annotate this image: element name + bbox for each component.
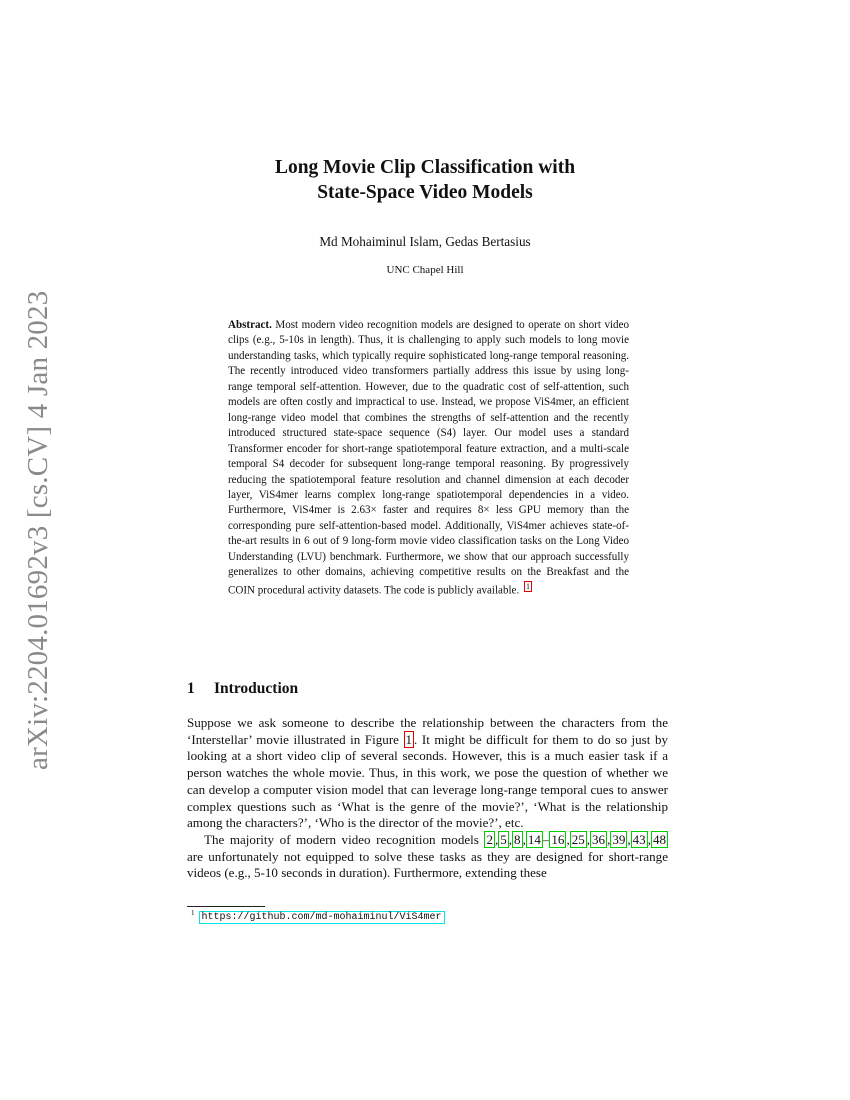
arxiv-identifier-stamp[interactable]: arXiv:2204.01692v3 [cs.CV] 4 Jan 2023 bbox=[22, 290, 54, 770]
citation-link[interactable]: 8 bbox=[514, 831, 521, 847]
section-title: Introduction bbox=[214, 680, 299, 697]
citation-link[interactable]: 14 bbox=[527, 831, 541, 847]
section-heading bbox=[187, 680, 298, 698]
citation-list: 2 , 5 , 8 , 14 – 16 , 25 , 36 , 39 , 43 , 48 bbox=[486, 831, 667, 847]
body-text bbox=[187, 715, 668, 882]
abstract-text: Most modern video recognition models are designed to operate on short video clips (e.g., 5-10s in length). Thus, it is challenging to apply such models to long movie understanding tasks, which typically require sophisticated long-range temporal reasoning. The recently introduced video transformers partially address this issue by using long-range temporal self-attention. However, due to the quadratic cost of self-attention, such models are often costly and impractical to use. Instead, we propose ViS4mer, an efficient long-range video model that combines the strengths of self-attention and the recently introduced structured state-space sequence (S4) layer. Our model uses a standard Transformer encoder for short-range spatiotemporal feature extraction, and a multi-scale temporal S4 decoder for subsequent long-range temporal reasoning. By progressively reducing the spatiotemporal feature resolution and channel dimension at each decoder layer, ViS4mer learns complex long-range spatiotemporal dependencies in a video. Furthermore, ViS4mer is 2.63× faster and requires 8× less GPU memory than the corresponding pure self-attention-based model. Additionally, ViS4mer achieves state-of-the-art results in 6 out of 9 long-form movie video classification tasks on the Long Video Understanding (LVU) benchmark. Furthermore, we show that our approach successfully generalizes to other domains, achieving competitive results on the Breakfast and the COIN procedural activity datasets. The code is publicly available. bbox=[228, 319, 629, 597]
citation-link[interactable]: 2 bbox=[486, 831, 493, 847]
para2-text-b: are unfortunately not equipped to solve these tasks as they are designed for short-range videos (e.g., 5-10 seconds in duration). Furthermore, extending these bbox=[187, 848, 668, 881]
authors: Md Mohaiminul Islam, Gedas Bertasius bbox=[319, 234, 531, 249]
paragraph-2 bbox=[187, 832, 668, 882]
citation-link[interactable]: 16 bbox=[551, 831, 565, 847]
figure-ref-link[interactable]: 1 bbox=[405, 731, 413, 747]
affiliation: UNC Chapel Hill bbox=[386, 264, 464, 276]
para2-text-a: The majority of modern video recognition models bbox=[204, 831, 479, 847]
para1-text-a: Suppose we ask someone to describe the relationship between the characters from the ‘Interstellar’ movie illustrated in Figure bbox=[187, 715, 668, 747]
citation-link[interactable]: 39 bbox=[612, 831, 626, 847]
para1-text-b: . It might be difficult for them to do so just by looking at a short video clip of several seconds. However, this is a much easier task if a person watches the whole movie. Thus, in this work, we pose the question of whether we can develop a computer vision model that can leverage long-range temporal cues to answer complex questions such as ‘What is the genre of the movie?’, ‘What is the relationship among the characters?’, ‘Who is the director of the movie?’, etc. bbox=[187, 731, 668, 831]
section-number: 1 bbox=[187, 680, 195, 697]
footnote-mark: 1 bbox=[191, 909, 195, 917]
citation-link[interactable]: 36 bbox=[592, 831, 606, 847]
abstract-label: Abstract. bbox=[228, 319, 272, 331]
code-url-link[interactable]: https://github.com/md-mohaiminul/ViS4mer bbox=[199, 911, 445, 924]
footnote-link-1[interactable]: 1 bbox=[525, 581, 530, 591]
citation-link[interactable]: 5 bbox=[500, 831, 507, 847]
paragraph-1 bbox=[187, 715, 668, 832]
title-line-2: State-Space Video Models bbox=[317, 182, 533, 203]
citation-link[interactable]: 43 bbox=[632, 831, 646, 847]
footnote bbox=[191, 909, 445, 923]
citation-link[interactable]: 25 bbox=[571, 831, 585, 847]
abstract bbox=[228, 318, 629, 599]
paper-title bbox=[0, 155, 850, 205]
citation-link[interactable]: 48 bbox=[652, 831, 667, 847]
footnote-divider bbox=[187, 906, 265, 907]
title-line-1: Long Movie Clip Classification with bbox=[274, 157, 576, 178]
